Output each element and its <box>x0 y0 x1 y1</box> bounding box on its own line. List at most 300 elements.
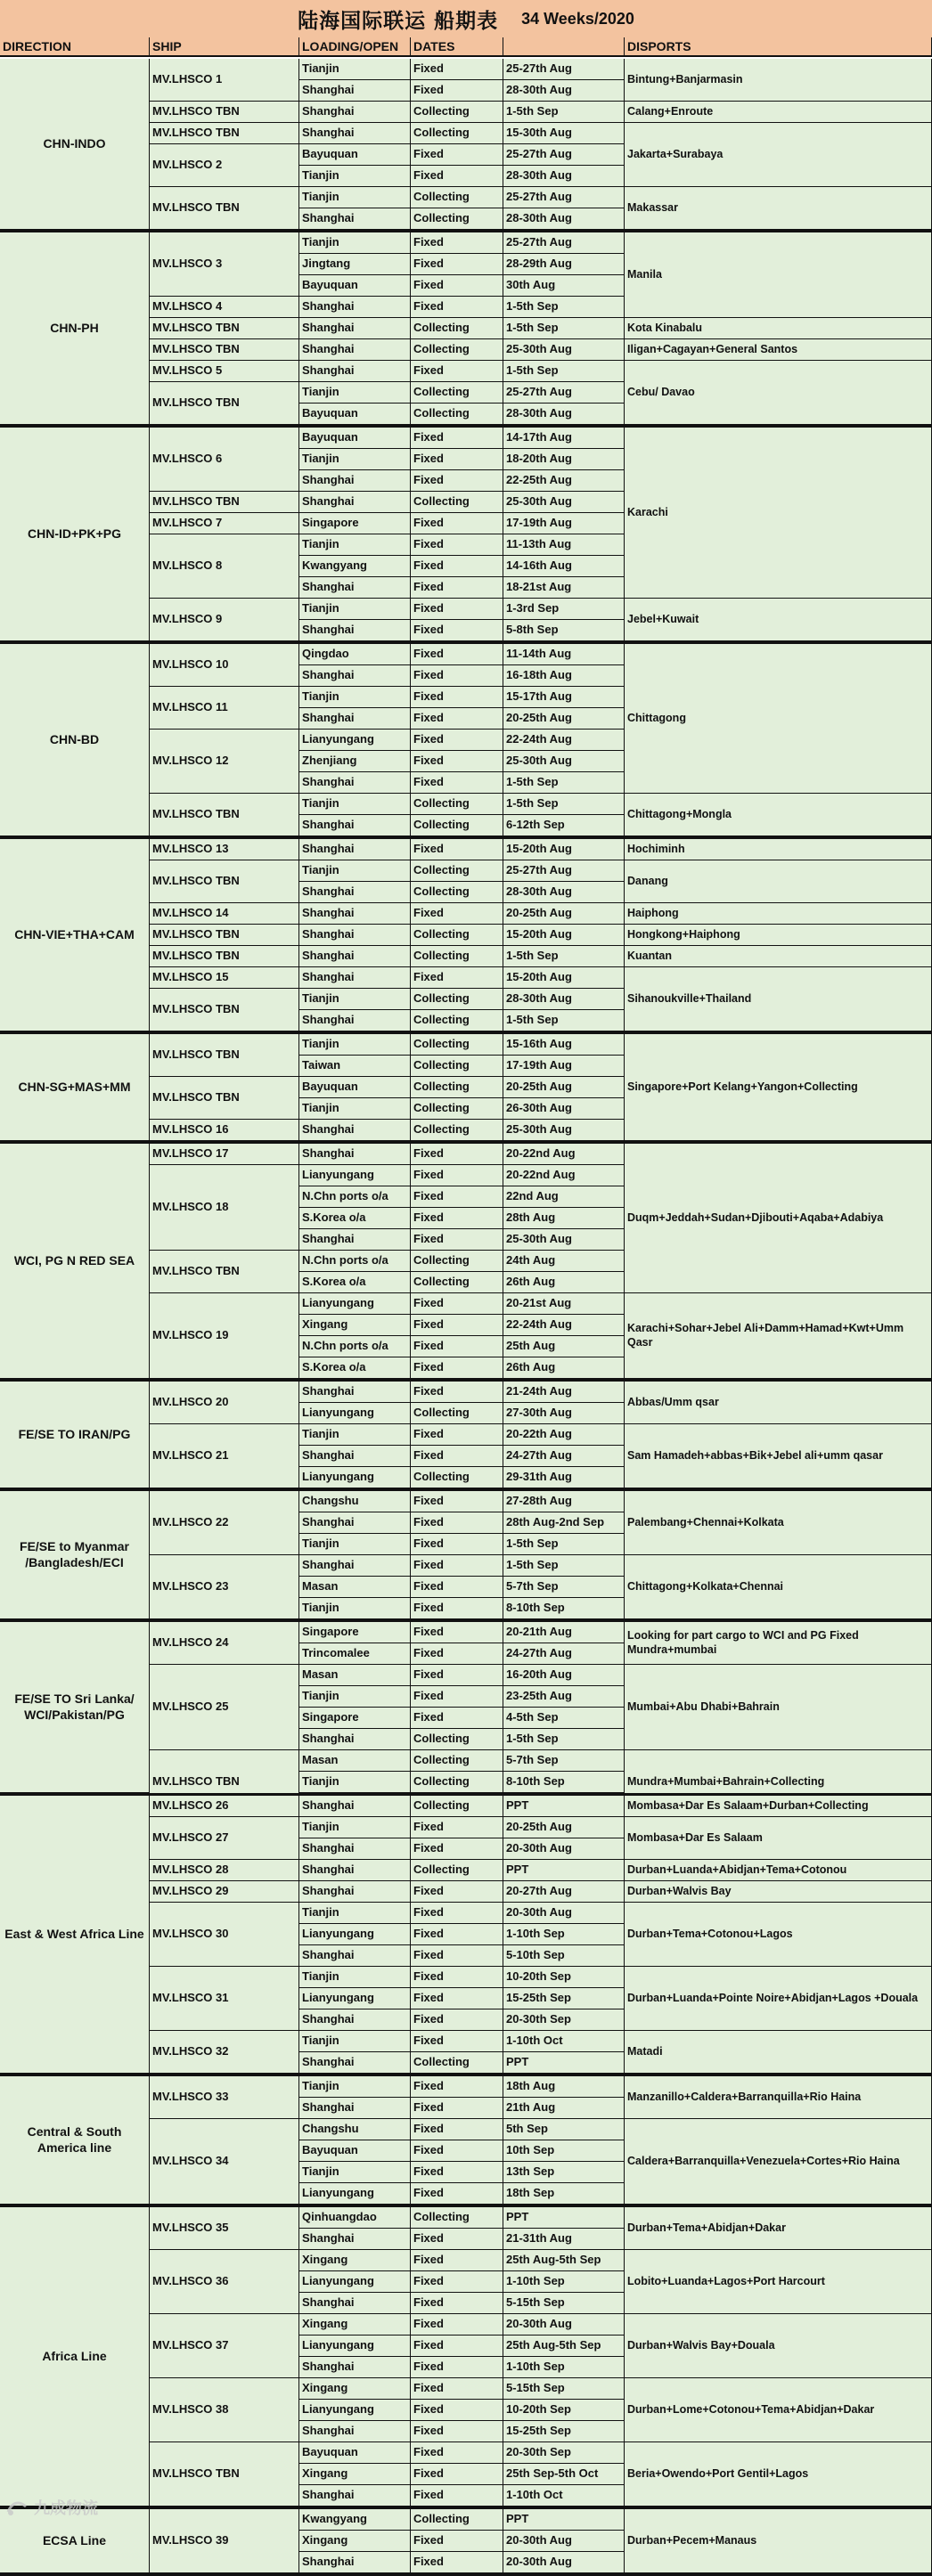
date-cell: 15-20th Aug <box>503 967 625 989</box>
status-cell: Fixed <box>411 428 503 449</box>
date-cell: 28-30th Aug <box>503 208 625 230</box>
date-cell: 28-29th Aug <box>503 254 625 275</box>
status-cell: Fixed <box>411 2076 503 2098</box>
loading-port-cell: Shanghai <box>299 577 411 599</box>
date-cell: 1-5th Sep <box>503 297 625 318</box>
date-cell: 24-27th Aug <box>503 1446 625 1467</box>
ship-cell: MV.LHSCO TBN <box>150 1251 299 1293</box>
date-cell: 21th Aug <box>503 2098 625 2119</box>
ship-cell: MV.LHSCO TBN <box>150 1034 299 1077</box>
date-cell: 28th Aug-2nd Sep <box>503 1512 625 1534</box>
status-cell: Fixed <box>411 1293 503 1315</box>
ship-cell: MV.LHSCO 36 <box>150 2250 299 2314</box>
status-cell: Collecting <box>411 1056 503 1077</box>
date-cell: 18th Aug <box>503 2076 625 2098</box>
status-cell: Collecting <box>411 1034 503 1056</box>
ship-cell: MV.LHSCO TBN <box>150 492 299 513</box>
loading-port-cell: Lianyungang <box>299 730 411 751</box>
loading-port-cell: Changshu <box>299 1491 411 1512</box>
status-cell: Fixed <box>411 513 503 534</box>
direction-cell: CHN-BD <box>0 644 150 836</box>
ship-cell: MV.LHSCO TBN <box>150 123 299 144</box>
date-cell: 26th Aug <box>503 1272 625 1293</box>
date-cell: 15-20th Aug <box>503 925 625 946</box>
status-cell: Collecting <box>411 2207 503 2229</box>
disports-cell: Palembang+Chennai+Kolkata <box>625 1491 932 1555</box>
status-cell: Fixed <box>411 1315 503 1336</box>
date-cell: 26th Aug <box>503 1357 625 1379</box>
ship-cell: MV.LHSCO 39 <box>150 2509 299 2573</box>
ship-cell: MV.LHSCO TBN <box>150 382 299 425</box>
loading-port-cell: Tianjin <box>299 1903 411 1924</box>
date-cell: 25-27th Aug <box>503 144 625 166</box>
status-cell: Fixed <box>411 1708 503 1729</box>
status-cell: Collecting <box>411 208 503 230</box>
ship-cell: MV.LHSCO 29 <box>150 1881 299 1903</box>
date-cell: 25th Aug-5th Sep <box>503 2250 625 2271</box>
date-cell: 17-19th Aug <box>503 513 625 534</box>
status-cell: Fixed <box>411 254 503 275</box>
ship-cell: MV.LHSCO 9 <box>150 599 299 641</box>
status-cell: Fixed <box>411 361 503 382</box>
status-cell: Collecting <box>411 925 503 946</box>
loading-port-cell: Tianjin <box>299 599 411 620</box>
loading-port-cell: Shanghai <box>299 2098 411 2119</box>
date-cell: 5-15th Sep <box>503 2378 625 2400</box>
disports-cell: Lobito+Luanda+Lagos+Port Harcourt <box>625 2250 932 2314</box>
loading-port-cell: Bayuquan <box>299 144 411 166</box>
status-cell: Fixed <box>411 470 503 492</box>
date-cell: 20-25th Aug <box>503 1817 625 1838</box>
disports-cell: Hochiminh <box>625 839 932 860</box>
loading-port-cell: Tianjin <box>299 166 411 187</box>
date-cell: 28th Aug <box>503 1208 625 1229</box>
status-cell: Fixed <box>411 2009 503 2031</box>
loading-port-cell: Qingdao <box>299 644 411 665</box>
loading-port-cell: Shanghai <box>299 2009 411 2031</box>
date-cell: 20-22nd Aug <box>503 1165 625 1186</box>
date-cell: PPT <box>503 2207 625 2229</box>
status-cell: Fixed <box>411 2357 503 2378</box>
ship-cell: MV.LHSCO TBN <box>150 102 299 123</box>
ship-cell: MV.LHSCO 11 <box>150 687 299 730</box>
date-cell: 1-5th Sep <box>503 772 625 794</box>
status-cell: Fixed <box>411 1881 503 1903</box>
date-cell: 18-21st Aug <box>503 577 625 599</box>
loading-port-cell: Tianjin <box>299 1967 411 1988</box>
disports-cell: Chittagong+Kolkata+Chennai <box>625 1555 932 1619</box>
loading-port-cell: Tianjin <box>299 687 411 708</box>
ship-cell: MV.LHSCO TBN <box>150 946 299 967</box>
status-cell: Fixed <box>411 1598 503 1619</box>
loading-port-cell: Tianjin <box>299 187 411 208</box>
loading-port-cell: Shanghai <box>299 903 411 925</box>
status-cell: Collecting <box>411 882 503 903</box>
date-cell: 20-21st Aug <box>503 1293 625 1315</box>
loading-port-cell: Shanghai <box>299 318 411 339</box>
loading-port-cell: Shanghai <box>299 2357 411 2378</box>
loading-port-cell: Tianjin <box>299 860 411 882</box>
date-cell: 20-22th Aug <box>503 1424 625 1446</box>
ship-cell: MV.LHSCO 3 <box>150 232 299 297</box>
status-cell: Fixed <box>411 2140 503 2162</box>
ship-cell: MV.LHSCO 18 <box>150 1165 299 1251</box>
status-cell: Fixed <box>411 232 503 254</box>
loading-port-cell: Shanghai <box>299 815 411 836</box>
date-cell: 22-24th Aug <box>503 730 625 751</box>
loading-port-cell: Shanghai <box>299 123 411 144</box>
ship-cell: MV.LHSCO 13 <box>150 839 299 860</box>
status-cell: Collecting <box>411 1729 503 1750</box>
disports-cell: Beria+Owendo+Port Gentil+Lagos <box>625 2442 932 2507</box>
date-cell: 22-24th Aug <box>503 1315 625 1336</box>
date-cell: 1-5th Sep <box>503 1729 625 1750</box>
status-cell: Fixed <box>411 2464 503 2485</box>
ship-cell: MV.LHSCO 31 <box>150 1967 299 2031</box>
date-cell: 11-14th Aug <box>503 644 625 665</box>
status-cell: Fixed <box>411 1165 503 1186</box>
date-cell: 1-10th Sep <box>503 2271 625 2293</box>
loading-port-cell: Changshu <box>299 2119 411 2140</box>
status-cell: Collecting <box>411 123 503 144</box>
date-cell: 11-13th Aug <box>503 534 625 556</box>
date-cell: 28-30th Aug <box>503 989 625 1010</box>
status-cell: Fixed <box>411 687 503 708</box>
disports-cell: Jakarta+Surabaya <box>625 123 932 187</box>
date-cell: 26-30th Aug <box>503 1098 625 1120</box>
watermark <box>5 2494 139 2521</box>
status-cell: Fixed <box>411 1208 503 1229</box>
date-cell: 16-18th Aug <box>503 665 625 687</box>
date-cell: 25-30th Aug <box>503 1229 625 1251</box>
date-cell: PPT <box>503 1860 625 1881</box>
loading-port-cell: Taiwan <box>299 1056 411 1077</box>
loading-port-cell: N.Chn ports o/a <box>299 1186 411 1208</box>
ship-cell: MV.LHSCO 8 <box>150 534 299 599</box>
loading-port-cell: Shanghai <box>299 946 411 967</box>
disports-cell: Mundra+Mumbai+Bahrain+Collecting <box>625 1750 932 1814</box>
loading-port-cell: N.Chn ports o/a <box>299 1251 411 1272</box>
loading-port-cell: Tianjin <box>299 2162 411 2183</box>
date-cell: 20-30th Aug <box>503 2314 625 2336</box>
loading-port-cell: S.Korea o/a <box>299 1272 411 1293</box>
status-cell: Fixed <box>411 59 503 80</box>
loading-port-cell: Shanghai <box>299 882 411 903</box>
loading-port-cell: Tianjin <box>299 1534 411 1555</box>
loading-port-cell: Singapore <box>299 513 411 534</box>
loading-port-cell: Lianyungang <box>299 2336 411 2357</box>
date-cell: 18th Sep <box>503 2183 625 2205</box>
status-cell: Fixed <box>411 2031 503 2052</box>
loading-port-cell: Tianjin <box>299 1817 411 1838</box>
status-cell: Fixed <box>411 1229 503 1251</box>
status-cell: Fixed <box>411 2250 503 2271</box>
loading-port-cell: Trincomalee <box>299 1643 411 1665</box>
loading-port-cell: Kwangyang <box>299 556 411 577</box>
disports-cell: Manzanillo+Caldera+Barranquilla+Rio Haina <box>625 2076 932 2119</box>
status-cell: Fixed <box>411 1988 503 2009</box>
week-label: 34 Weeks/2020 <box>521 9 634 28</box>
date-cell: 22nd Aug <box>503 1186 625 1208</box>
status-cell: Fixed <box>411 1144 503 1165</box>
status-cell: Collecting <box>411 1120 503 1141</box>
status-cell: Fixed <box>411 1186 503 1208</box>
direction-cell: CHN-SG+MAS+MM <box>0 1034 150 1141</box>
date-cell: 5-7th Sep <box>503 1750 625 1772</box>
status-cell: Fixed <box>411 2531 503 2552</box>
loading-port-cell: Lianyungang <box>299 1988 411 2009</box>
status-cell: Fixed <box>411 751 503 772</box>
loading-port-cell: Shanghai <box>299 1229 411 1251</box>
loading-port-cell: N.Chn ports o/a <box>299 1336 411 1357</box>
loading-port-cell: Shanghai <box>299 925 411 946</box>
status-cell: Fixed <box>411 2183 503 2205</box>
ship-cell: MV.LHSCO 21 <box>150 1424 299 1488</box>
ship-cell: MV.LHSCO 22 <box>150 1491 299 1555</box>
status-cell: Fixed <box>411 144 503 166</box>
loading-port-cell: Xingang <box>299 2464 411 2485</box>
status-cell: Fixed <box>411 708 503 730</box>
loading-port-cell: Singapore <box>299 1622 411 1643</box>
loading-port-cell: Shanghai <box>299 620 411 641</box>
disports-cell: Durban+Luanda+Pointe Noire+Abidjan+Lagos +Douala <box>625 1967 932 2031</box>
status-cell: Fixed <box>411 1577 503 1598</box>
status-cell: Fixed <box>411 534 503 556</box>
disports-cell: Hongkong+Haiphong <box>625 925 932 946</box>
loading-port-cell: Shanghai <box>299 80 411 102</box>
loading-port-cell: Shanghai <box>299 1555 411 1577</box>
loading-port-cell: Shanghai <box>299 665 411 687</box>
loading-port-cell: Shanghai <box>299 1729 411 1750</box>
loading-port-cell: Shanghai <box>299 708 411 730</box>
status-cell: Fixed <box>411 903 503 925</box>
status-cell: Fixed <box>411 275 503 297</box>
status-cell: Collecting <box>411 1403 503 1424</box>
loading-port-cell: Zhenjiang <box>299 751 411 772</box>
loading-port-cell: Lianyungang <box>299 2183 411 2205</box>
ship-cell: MV.LHSCO TBN <box>150 925 299 946</box>
ship-cell: MV.LHSCO 33 <box>150 2076 299 2119</box>
status-cell: Collecting <box>411 1098 503 1120</box>
status-cell: Fixed <box>411 2098 503 2119</box>
date-cell: PPT <box>503 2052 625 2074</box>
date-cell: 15-25th Sep <box>503 2421 625 2442</box>
ship-cell: MV.LHSCO TBN <box>150 1077 299 1120</box>
date-cell: 6-12th Sep <box>503 815 625 836</box>
loading-port-cell: Xingang <box>299 2531 411 2552</box>
status-cell: Collecting <box>411 989 503 1010</box>
status-cell: Fixed <box>411 1945 503 1967</box>
date-cell: 10th Sep <box>503 2140 625 2162</box>
date-cell: 28-30th Aug <box>503 404 625 425</box>
loading-port-cell: Shanghai <box>299 361 411 382</box>
status-cell: Collecting <box>411 404 503 425</box>
ship-cell: MV.LHSCO 5 <box>150 361 299 382</box>
loading-port-cell: Qinhuangdao <box>299 2207 411 2229</box>
direction-cell: East & West Africa Line <box>0 1796 150 2074</box>
header-ship: SHIP <box>150 37 299 57</box>
ship-cell: MV.LHSCO 20 <box>150 1382 299 1424</box>
disports-cell: Abbas/Umm qsar <box>625 1382 932 1424</box>
loading-port-cell: Masan <box>299 1750 411 1772</box>
date-cell: 1-5th Sep <box>503 1010 625 1031</box>
ship-cell: MV.LHSCO 28 <box>150 1860 299 1881</box>
ship-cell: MV.LHSCO 35 <box>150 2207 299 2250</box>
header-loading: LOADING/OPEN <box>299 37 411 57</box>
ship-cell: MV.LHSCO 1 <box>150 59 299 102</box>
status-cell: Fixed <box>411 1357 503 1379</box>
date-cell: 1-10th Oct <box>503 2485 625 2507</box>
disports-cell: Makassar <box>625 187 932 230</box>
status-cell: Fixed <box>411 1555 503 1577</box>
status-cell: Fixed <box>411 1512 503 1534</box>
loading-port-cell: Shanghai <box>299 470 411 492</box>
status-cell: Fixed <box>411 2552 503 2573</box>
disports-cell: Durban+Tema+Cotonou+Lagos <box>625 1903 932 1967</box>
loading-port-cell: Tianjin <box>299 59 411 80</box>
disports-cell: Mombasa+Dar Es Salaam <box>625 1817 932 1860</box>
direction-cell: WCI, PG N RED SEA <box>0 1144 150 1379</box>
title-bar <box>0 0 932 39</box>
loading-port-cell: S.Korea o/a <box>299 1357 411 1379</box>
date-cell: 30th Aug <box>503 275 625 297</box>
date-cell: 21-24th Aug <box>503 1382 625 1403</box>
loading-port-cell: Shanghai <box>299 1838 411 1860</box>
status-cell: Fixed <box>411 1924 503 1945</box>
loading-port-cell: Tianjin <box>299 1034 411 1056</box>
date-cell: 1-5th Sep <box>503 361 625 382</box>
status-cell: Collecting <box>411 2509 503 2531</box>
loading-port-cell: Shanghai <box>299 1446 411 1467</box>
loading-port-cell: Bayuquan <box>299 275 411 297</box>
loading-port-cell: Tianjin <box>299 1098 411 1120</box>
ship-cell: MV.LHSCO TBN <box>150 1750 299 1814</box>
date-cell: 10-20th Sep <box>503 1967 625 1988</box>
date-cell: 5th Sep <box>503 2119 625 2140</box>
direction-cell: Africa Line <box>0 2207 150 2507</box>
ship-cell: MV.LHSCO TBN <box>150 339 299 361</box>
loading-port-cell: Tianjin <box>299 1424 411 1446</box>
loading-port-cell: Shanghai <box>299 297 411 318</box>
date-cell: 20-25th Aug <box>503 1077 625 1098</box>
status-cell: Fixed <box>411 1424 503 1446</box>
date-cell: 1-5th Sep <box>503 102 625 123</box>
loading-port-cell: Shanghai <box>299 1945 411 1967</box>
status-cell: Collecting <box>411 382 503 404</box>
status-cell: Fixed <box>411 1534 503 1555</box>
ship-cell: MV.LHSCO 24 <box>150 1622 299 1665</box>
loading-port-cell: Shanghai <box>299 2421 411 2442</box>
ship-cell: MV.LHSCO 23 <box>150 1555 299 1619</box>
loading-port-cell: Bayuquan <box>299 428 411 449</box>
direction-cell: Central & South America line <box>0 2076 150 2205</box>
status-cell: Fixed <box>411 730 503 751</box>
loading-port-cell: Xingang <box>299 2378 411 2400</box>
ship-cell: MV.LHSCO 37 <box>150 2314 299 2378</box>
logo-icon <box>5 2498 29 2517</box>
date-cell: 14-16th Aug <box>503 556 625 577</box>
date-cell: 20-30th Aug <box>503 2531 625 2552</box>
date-cell: 16-20th Aug <box>503 1665 625 1686</box>
disports-cell: Iligan+Cagayan+General Santos <box>625 339 932 361</box>
date-cell: 28-30th Aug <box>503 166 625 187</box>
status-cell: Fixed <box>411 1686 503 1708</box>
loading-port-cell: Tianjin <box>299 534 411 556</box>
ship-cell: MV.LHSCO TBN <box>150 2442 299 2507</box>
date-cell: 20-30th Sep <box>503 2009 625 2031</box>
header-direction: DIRECTION <box>0 37 150 57</box>
status-cell: Fixed <box>411 1382 503 1403</box>
status-cell: Fixed <box>411 1446 503 1467</box>
date-cell: 28-30th Aug <box>503 80 625 102</box>
date-cell: 13th Sep <box>503 2162 625 2183</box>
loading-port-cell: Masan <box>299 1577 411 1598</box>
loading-port-cell: Shanghai <box>299 492 411 513</box>
date-cell: 5-8th Sep <box>503 620 625 641</box>
disports-cell: Manila <box>625 232 932 318</box>
direction-cell: FE/SE TO IRAN/PG <box>0 1382 150 1488</box>
date-cell: 5-15th Sep <box>503 2293 625 2314</box>
status-cell: Fixed <box>411 2293 503 2314</box>
ship-cell: MV.LHSCO 14 <box>150 903 299 925</box>
loading-port-cell: Shanghai <box>299 1860 411 1881</box>
date-cell: 25th Aug-5th Sep <box>503 2336 625 2357</box>
loading-port-cell: Shanghai <box>299 1144 411 1165</box>
date-cell: 15-16th Aug <box>503 1034 625 1056</box>
date-cell: 25-27th Aug <box>503 232 625 254</box>
status-cell: Collecting <box>411 1251 503 1272</box>
ship-cell: MV.LHSCO 4 <box>150 297 299 318</box>
ship-cell: MV.LHSCO 15 <box>150 967 299 989</box>
status-cell: Fixed <box>411 556 503 577</box>
status-cell: Fixed <box>411 1622 503 1643</box>
date-cell: 25-27th Aug <box>503 187 625 208</box>
header-dates: DATES <box>411 37 503 57</box>
date-cell: 1-5th Sep <box>503 1534 625 1555</box>
loading-port-cell: Shanghai <box>299 772 411 794</box>
date-cell: 5-7th Sep <box>503 1577 625 1598</box>
loading-port-cell: Xingang <box>299 2314 411 2336</box>
status-cell: Fixed <box>411 2442 503 2464</box>
loading-port-cell: Lianyungang <box>299 1924 411 1945</box>
date-cell: 20-30th Aug <box>503 1903 625 1924</box>
disports-cell: Caldera+Barranquilla+Venezuela+Cortes+Rio Haina <box>625 2119 932 2205</box>
date-cell: PPT <box>503 1796 625 1817</box>
disports-cell: Durban+Lome+Cotonou+Tema+Abidjan+Dakar <box>625 2378 932 2442</box>
status-cell: Fixed <box>411 1903 503 1924</box>
loading-port-cell: Bayuquan <box>299 404 411 425</box>
status-cell: Collecting <box>411 946 503 967</box>
loading-port-cell: Shanghai <box>299 1796 411 1817</box>
date-cell: 21-31th Aug <box>503 2229 625 2250</box>
loading-port-cell: Shanghai <box>299 1382 411 1403</box>
date-cell: 1-10th Sep <box>503 1924 625 1945</box>
date-cell: 4-5th Sep <box>503 1708 625 1729</box>
date-cell: 25-27th Aug <box>503 860 625 882</box>
date-cell: 20-21th Aug <box>503 1622 625 1643</box>
direction-cell: CHN-VIE+THA+CAM <box>0 839 150 1031</box>
ship-cell: MV.LHSCO TBN <box>150 989 299 1031</box>
date-cell: 20-30th Aug <box>503 2552 625 2573</box>
status-cell: Fixed <box>411 2314 503 2336</box>
loading-port-cell: Jingtang <box>299 254 411 275</box>
disports-cell: Durban+Tema+Abidjan+Dakar <box>625 2207 932 2250</box>
loading-port-cell: Bayuquan <box>299 2140 411 2162</box>
ship-cell: MV.LHSCO 30 <box>150 1903 299 1967</box>
status-cell: Collecting <box>411 1010 503 1031</box>
status-cell: Collecting <box>411 1467 503 1488</box>
ship-cell: MV.LHSCO 38 <box>150 2378 299 2442</box>
